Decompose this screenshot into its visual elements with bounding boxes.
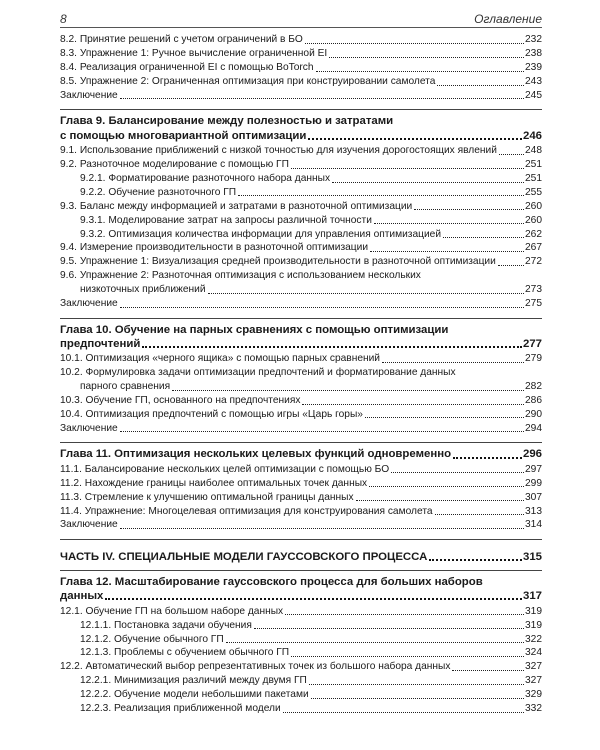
toc-entry-conclusion[interactable]: Заключение 245 <box>60 89 542 101</box>
toc-subentry[interactable]: 12.2.3. Реализация приближенной модели 332 <box>80 703 542 715</box>
divider <box>60 318 542 319</box>
toc-entry[interactable]: 8.4. Реализация ограниченной EI с помощью BoTorch 239 <box>60 62 542 74</box>
toc-entry[interactable]: 9.3. Баланс между информацией и затратами в разноточной оптимизации 260 <box>60 200 542 212</box>
toc-entry[interactable]: 11.4. Упражнение: Многоцелевая оптимизация для конструирования самолета 313 <box>60 505 542 517</box>
toc-entry[interactable]: 10.4. Оптимизация предпочтений с помощью игры «Царь горы» 290 <box>60 408 542 420</box>
toc-entry[interactable]: 12.1. Обучение ГП на большом наборе данных 319 <box>60 605 542 617</box>
part-4-heading[interactable]: ЧАСТЬ IV. СПЕЦИАЛЬНЫЕ МОДЕЛИ ГАУССОВСКОГО ПРОЦЕССА 315 <box>60 550 542 563</box>
toc-entry[interactable]: 12.2. Автоматический выбор репрезентативных точек из большого набора данных 327 <box>60 661 542 673</box>
toc-entry-conclusion[interactable]: Заключение 294 <box>60 422 542 434</box>
toc-entry[interactable]: 9.1. Использование приближений с низкой точностью для изучения дорогостоящих явлений 248 <box>60 145 542 157</box>
toc-subentry[interactable]: 12.2.1. Минимизация различий между двумя ГП 327 <box>80 675 542 687</box>
toc-subentry[interactable]: 12.1.3. Проблемы с обучением обычного ГП 324 <box>80 647 542 659</box>
chapter-9-heading[interactable]: Глава 9. Балансирование между полезностью и затратами с помощью многовариантной оптимизации 246 <box>60 115 542 142</box>
chapter-12-heading[interactable]: Глава 12. Масштабирование гауссовского процесса для больших наборов данных 317 <box>60 575 542 603</box>
toc-entry[interactable]: 10.2. Формулировка задачи оптимизации предпочтений и форматирование данных парного сравнения 282 <box>60 366 542 392</box>
toc-subentry[interactable]: 9.3.2. Оптимизация количества информации для управления оптимизацией 262 <box>80 228 542 240</box>
toc-subentry[interactable]: 12.2.2. Обучение модели небольшими пакетами 329 <box>80 689 542 701</box>
toc-entry-conclusion[interactable]: Заключение 275 <box>60 298 542 310</box>
toc-entry[interactable]: 9.4. Измерение производительности в разноточной оптимизации 267 <box>60 242 542 254</box>
page-number: 8 <box>60 12 67 26</box>
toc-entry[interactable]: 8.3. Упражнение 1: Ручное вычисление ограниченной EI 238 <box>60 48 542 60</box>
divider <box>60 539 542 540</box>
toc-entry[interactable]: 11.1. Балансирование нескольких целей оптимизации с помощью БО 297 <box>60 463 542 475</box>
toc-subentry[interactable]: 9.3.1. Моделирование затрат на запросы различной точности 260 <box>80 214 542 226</box>
toc-entry[interactable]: 10.3. Обучение ГП, основанного на предпочтениях 286 <box>60 395 542 407</box>
toc-entry-conclusion[interactable]: Заключение 314 <box>60 519 542 531</box>
toc-entry[interactable]: 11.2. Нахождение границы наиболее оптимальных точек данных 299 <box>60 477 542 489</box>
toc-entry[interactable]: 9.5. Упражнение 1: Визуализация средней производительности в разноточной оптимизации 272 <box>60 256 542 268</box>
chapter-11-heading[interactable]: Глава 11. Оптимизация нескольких целевых функций одновременно 296 <box>60 448 542 461</box>
toc-subentry[interactable]: 9.2.1. Форматирование разноточного набора данных 251 <box>80 173 542 185</box>
toc-entry[interactable]: 8.5. Упражнение 2: Ограниченная оптимизация при конструировании самолета 243 <box>60 76 542 88</box>
toc-entry[interactable]: 8.2. Принятие решений с учетом ограничений в БО 232 <box>60 34 542 46</box>
toc-subentry[interactable]: 9.2.2. Обучение разноточного ГП 255 <box>80 186 542 198</box>
divider <box>60 442 542 443</box>
toc-entry[interactable]: 10.1. Оптимизация «черного ящика» с помощью парных сравнений 279 <box>60 353 542 365</box>
divider <box>60 570 542 571</box>
toc-entry[interactable]: 11.3. Стремление к улучшению оптимальной границы данных 307 <box>60 491 542 503</box>
running-title: Оглавление <box>474 12 542 26</box>
chapter-10-heading[interactable]: Глава 10. Обучение на парных сравнениях с помощью оптимизации предпочтений 277 <box>60 323 542 350</box>
toc-entry[interactable]: 9.2. Разноточное моделирование с помощью ГП 251 <box>60 159 542 171</box>
toc-page <box>60 8 542 716</box>
toc-entry[interactable]: 9.6. Упражнение 2: Разноточная оптимизация с использованием нескольких низкоточных приближений 273 <box>60 269 542 295</box>
toc-subentry[interactable]: 12.1.1. Постановка задачи обучения 319 <box>80 619 542 631</box>
toc-subentry[interactable]: 12.1.2. Обучение обычного ГП 322 <box>80 633 542 645</box>
divider <box>60 109 542 110</box>
running-head <box>60 8 542 28</box>
